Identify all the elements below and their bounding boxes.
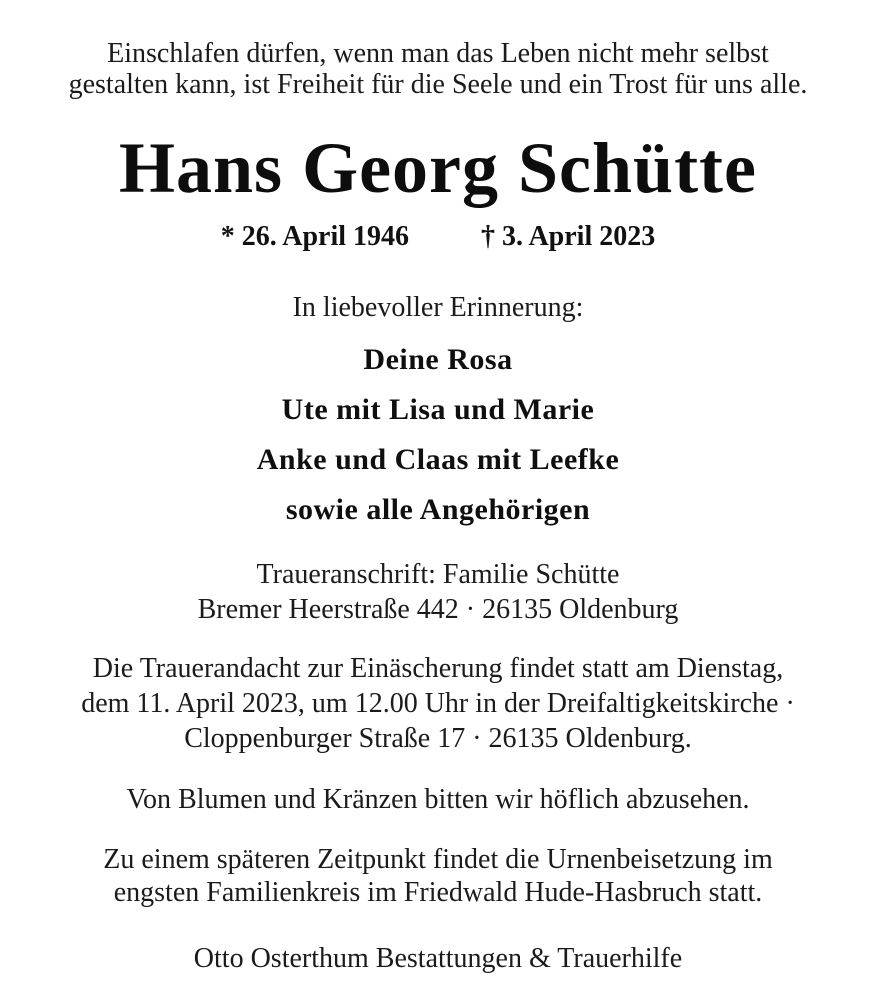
mourning-address-line: Bremer Heerstraße 442 · 26135 Oldenburg: [197, 594, 679, 625]
urn-line: Zu einem späteren Zeitpunkt findet die Urnenbeisetzung im: [103, 844, 773, 875]
mourner-line: Deine Rosa: [363, 343, 513, 376]
urn-burial-notice: [0, 843, 876, 909]
mourning-address: [0, 557, 876, 627]
mourner-line: sowie alle Angehörigen: [285, 493, 591, 526]
birth-date: * 26. April 1946: [220, 221, 409, 252]
life-dates: [0, 220, 876, 254]
epigraph-line: Einschlafen dürfen, wenn man das Leben nicht mehr selbst: [107, 38, 769, 69]
remembrance-intro: In liebevoller Erinnerung:: [292, 292, 584, 323]
epigraph-line: gestalten kann, ist Freiheit für die Seele und ein Trost für uns alle.: [68, 69, 808, 100]
deceased-name: Hans Georg Schütte: [119, 128, 757, 208]
mourner-line: Ute mit Lisa und Marie: [281, 393, 595, 426]
urn-line: engsten Familienkreis im Friedwald Hude-Hasbruch statt.: [113, 877, 763, 908]
service-line: Die Trauerandacht zur Einäscherung findet statt am Dienstag,: [92, 653, 784, 684]
service-line: dem 11. April 2023, um 12.00 Uhr in der Dreifaltigkeitskirche ·: [81, 688, 795, 719]
service-announcement: [0, 651, 876, 756]
mourners-list: [0, 335, 876, 535]
funeral-home-name: Otto Osterthum Bestattungen & Trauerhilfe: [193, 943, 683, 974]
flowers-request: Von Blumen und Kränzen bitten wir höflich abzusehen.: [126, 784, 750, 815]
epigraph: [0, 0, 876, 100]
service-line: Cloppenburger Straße 17 · 26135 Oldenburg.: [184, 723, 692, 754]
mourner-line: Anke und Claas mit Leefke: [256, 443, 620, 476]
death-date: † 3. April 2023: [481, 221, 656, 252]
mourning-address-line: Traueranschrift: Familie Schütte: [256, 559, 620, 590]
